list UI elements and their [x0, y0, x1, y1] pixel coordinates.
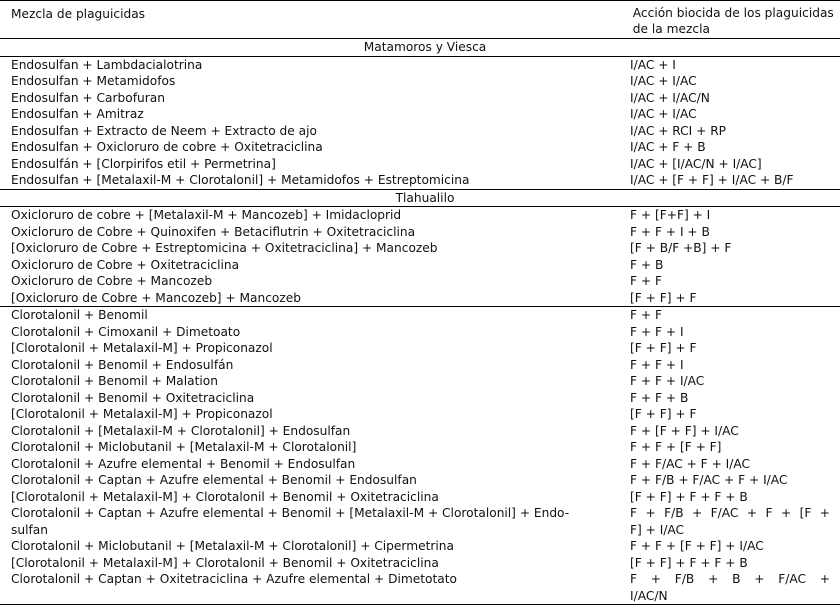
- table-row: [0, 406, 840, 423]
- table-row: [0, 57, 840, 74]
- action-cell: I/AC + [F + F] + I/AC + B/F: [630, 173, 794, 187]
- table-row: [0, 90, 840, 107]
- table-row: [0, 423, 840, 440]
- table-row: [0, 123, 840, 140]
- group-rows-tlahualilo-a: [0, 207, 840, 306]
- action-cell: [F + F] + F + F + B: [630, 555, 748, 570]
- mix-cell: [Clorotalonil + Metalaxil-M] + Clorotalonil + Benomil + Oxitetraciclina: [11, 489, 439, 504]
- mix-cell: Endosulfan + Carbofuran: [11, 90, 165, 105]
- table-row: [0, 273, 840, 290]
- mix-cell: [Clorotalonil + Metalaxil-M] + Propiconazol: [11, 341, 273, 355]
- action-cell: I/AC + I/AC: [630, 74, 697, 88]
- table-row: [0, 439, 840, 456]
- action-cell: F + F: [630, 308, 662, 322]
- action-cell: F + F + I: [630, 324, 684, 339]
- table-row: [0, 207, 840, 224]
- mix-cell: Oxicloruro de cobre + [Metalaxil-M + Mancozeb] + Imidacloprid: [11, 208, 402, 222]
- table-row: [0, 571, 840, 604]
- header-action: [621, 6, 840, 36]
- action-cell: F + F + I + B: [630, 224, 710, 239]
- action-cell: [F + F] + F + F + B: [630, 489, 748, 504]
- action-cell: F + F + [F + F]: [630, 440, 722, 454]
- table-row: [0, 106, 840, 123]
- mix-cell: Endosulfan + [Metalaxil-M + Clorotalonil] + Metamidofos + Estreptomicina: [11, 173, 470, 187]
- action-cell: F + [F+F] + I: [630, 208, 711, 222]
- group-rows-matamoros: [0, 57, 840, 189]
- mix-cell: Clorotalonil + Captan + Azufre elemental + Benomil + [Metalaxil-M + Clorotalonil] + Endo- sulfan: [11, 506, 570, 537]
- mix-cell: Clorotalonil + Benomil + Oxitetraciclina: [11, 390, 255, 405]
- table-row: [0, 555, 840, 572]
- group-rows-tlahualilo-b: [0, 307, 840, 604]
- mix-cell: Clorotalonil + Benomil + Endosulfán: [11, 357, 234, 372]
- action-cell: F + B: [630, 257, 664, 272]
- table-header: [0, 1, 840, 38]
- table-row: [0, 290, 840, 307]
- action-cell: [F + F] + F: [630, 290, 697, 305]
- action-cell: F + [F + F] + I/AC: [630, 423, 739, 438]
- table-row: [0, 172, 840, 189]
- action-cell: I/AC + RCI + RP: [630, 123, 727, 138]
- mix-cell: Endosulfan + Oxicloruro de cobre + Oxitetraciclina: [11, 140, 323, 154]
- action-cell: [F + F] + F: [630, 407, 697, 421]
- mix-cell: Endosulfan + Metamidofos: [11, 74, 176, 88]
- action-cell: F + F/AC + F + I/AC: [630, 456, 750, 471]
- mix-cell: Clorotalonil + Captan + Oxitetraciclina + Azufre elemental + Dimetotato: [11, 572, 457, 586]
- mix-cell: Clorotalonil + Cimoxanil + Dimetoato: [11, 324, 241, 339]
- mix-cell: Endosulfan + Extracto de Neem + Extracto de ajo: [11, 123, 317, 138]
- mix-cell: [Clorotalonil + Metalaxil-M] + Propiconazol: [11, 407, 273, 421]
- mix-cell: [Oxicloruro de Cobre + Mancozeb] + Mancozeb: [11, 290, 302, 305]
- table-row: [0, 505, 840, 538]
- table-row: [0, 373, 840, 390]
- action-cell: I/AC + I: [630, 57, 676, 72]
- header-action-line1: Acción biocida de los plaguicidas: [632, 6, 834, 20]
- mix-cell: Clorotalonil + Miclobutanil + [Metalaxil-M + Clorotalonil] + Cipermetrina: [11, 539, 454, 553]
- action-cell: F + F: [630, 274, 662, 288]
- mix-cell: Clorotalonil + Captan + Azufre elemental + Benomil + Endosulfan: [11, 473, 417, 487]
- mix-cell: Endosulfan + Lambdacialotrina: [11, 57, 203, 72]
- action-cell: [F + F] + F: [630, 341, 697, 355]
- mix-cell: Oxicloruro de Cobre + Oxitetraciclina: [11, 257, 240, 272]
- mix-cell: Clorotalonil + [Metalaxil-M + Clorotalonil] + Endosulfan: [11, 423, 351, 438]
- table-row: [0, 139, 840, 156]
- mix-cell: [Oxicloruro de Cobre + Estreptomicina + Oxitetraciclina] + Mancozeb: [11, 241, 438, 255]
- action-cell: F + F/B + F/AC + F + [F + F] + I/AC: [630, 506, 830, 537]
- table-row: [0, 240, 840, 257]
- mix-cell: Clorotalonil + Azufre elemental + Benomil + Endosulfan: [11, 456, 356, 471]
- action-cell: I/AC + [I/AC/N + I/AC]: [630, 156, 762, 171]
- mix-cell: Endosulfan + Amitraz: [11, 107, 144, 121]
- mix-cell: Clorotalonil + Miclobutanil + [Metalaxil-M + Clorotalonil]: [11, 440, 357, 454]
- group-title-matamoros: Matamoros y Viesca: [363, 40, 487, 54]
- action-cell: F + F/B + F/AC + F + I/AC: [630, 473, 788, 487]
- mix-cell: Oxicloruro de Cobre + Mancozeb: [11, 274, 213, 288]
- table-row: [0, 324, 840, 341]
- action-cell: F + F + B: [630, 390, 689, 405]
- table-row: [0, 538, 840, 555]
- table-row: [0, 472, 840, 489]
- table-row: [0, 489, 840, 506]
- table-row: [0, 357, 840, 374]
- header-action-line2: de la mezcla: [632, 21, 710, 36]
- action-cell: I/AC + I/AC/N: [630, 90, 710, 105]
- table-row: [0, 340, 840, 357]
- table-row: [0, 156, 840, 173]
- mix-cell: Clorotalonil + Benomil + Malation: [11, 374, 218, 388]
- table-row: [0, 307, 840, 324]
- action-cell: F + F/B + B + F/AC + I/AC/N: [630, 572, 830, 603]
- action-cell: F + F + I/AC: [630, 374, 705, 388]
- table-row: [0, 456, 840, 473]
- mix-cell: [Clorotalonil + Metalaxil-M] + Clorotalonil + Benomil + Oxitetraciclina: [11, 555, 439, 570]
- mix-cell: Oxicloruro de Cobre + Quinoxifen + Betaciflutrin + Oxitetraciclina: [11, 224, 416, 239]
- action-cell: F + F + I: [630, 357, 684, 372]
- action-cell: I/AC + F + B: [630, 140, 706, 154]
- group-title-tlahualilo: Tlahualilo: [395, 190, 455, 205]
- header-mix: Mezcla de plaguicidas: [11, 7, 146, 21]
- mix-cell: Clorotalonil + Benomil: [11, 308, 148, 322]
- action-cell: F + F + [F + F] + I/AC: [630, 539, 764, 553]
- action-cell: I/AC + I/AC: [630, 107, 697, 121]
- table-row: [0, 257, 840, 274]
- action-cell: [F + B/F +B] + F: [630, 241, 732, 255]
- table-row: [0, 224, 840, 241]
- mix-cell: Endosulfán + [Clorpirifos etil + Permetrina]: [11, 156, 276, 171]
- table-row: [0, 73, 840, 90]
- table-row: [0, 390, 840, 407]
- bottom-rule: [0, 604, 840, 605]
